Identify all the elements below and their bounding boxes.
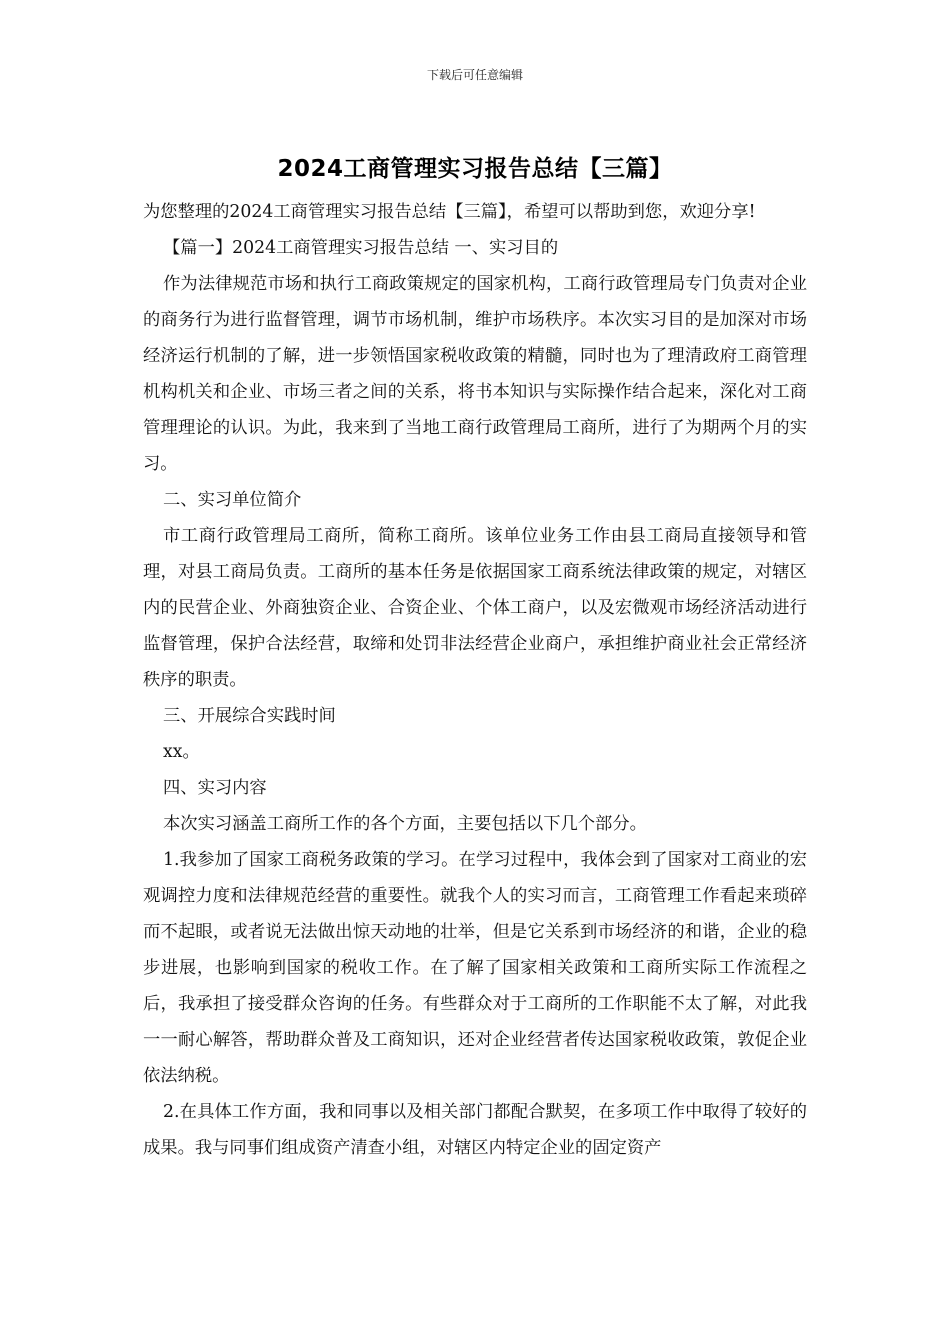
paragraph: 2.在具体工作方面，我和同事以及相关部门都配合默契，在多项工作中取得了较好的成果。我与同事们组成资产清查小组，对辖区内特定企业的固定资产 — [143, 1102, 807, 1158]
header-note: 下载后可任意编辑 — [426, 68, 523, 82]
paragraph-section-heading: 三、开展综合实践时间 — [163, 706, 336, 726]
paragraph-intro: 为您整理的2024工商管理实习报告总结【三篇】，希望可以帮助到您，欢迎分享! — [143, 202, 756, 222]
paragraph: 本次实习涵盖工商所工作的各个方面，主要包括以下几个部分。 — [163, 814, 647, 834]
paragraph-section-heading: 二、实习单位简介 — [163, 490, 302, 510]
document-body — [143, 194, 807, 1166]
paragraph-section-heading: 四、实习内容 — [163, 778, 267, 798]
document-title: 2024工商管理实习报告总结【三篇】 — [277, 156, 673, 182]
paragraph: 1.我参加了国家工商税务政策的学习。在学习过程中，我体会到了国家对工商业的宏观调控力度和法律规范经营的重要性。就我个人的实习而言，工商管理工作看起来琐碎而不起眼，或者说无法做出惊天动地的壮举，但是它关系到市场经济的和谐，企业的稳步进展，也影响到国家的税收工作。在了解了国家相关政策和工商所实际工作流程之后，我承担了接受群众咨询的任务。有些群众对于工商所的工作职能不太了解，对此我一一耐心解答，帮助群众普及工商知识，还对企业经营者传达国家税收政策，敦促企业依法纳税。 — [143, 850, 807, 1086]
paragraph: 市工商行政管理局工商所，简称工商所。该单位业务工作由县工商局直接领导和管理，对县工商局负责。工商所的基本任务是依据国家工商系统法律政策的规定，对辖区内的民营企业、外商独资企业、合资企业、个体工商户，以及宏微观市场经济活动进行监督管理，保护合法经营，取缔和处罚非法经营企业商户，承担维护商业社会正常经济秩序的职责。 — [143, 526, 807, 690]
paragraph: 作为法律规范市场和执行工商政策规定的国家机构，工商行政管理局专门负责对企业的商务行为进行监督管理，调节市场机制，维护市场秩序。本次实习目的是加深对市场经济运行机制的了解，进一步领悟国家税收政策的精髓，同时也为了理清政府工商管理机构机关和企业、市场三者之间的关系，将书本知识与实际操作结合起来，深化对工商管理理论的认识。为此，我来到了当地工商行政管理局工商所，进行了为期两个月的实习。 — [143, 274, 807, 474]
paragraph: xx。 — [163, 742, 200, 762]
paragraph-section-heading: 【篇一】2024工商管理实习报告总结 一、实习目的 — [163, 238, 559, 258]
